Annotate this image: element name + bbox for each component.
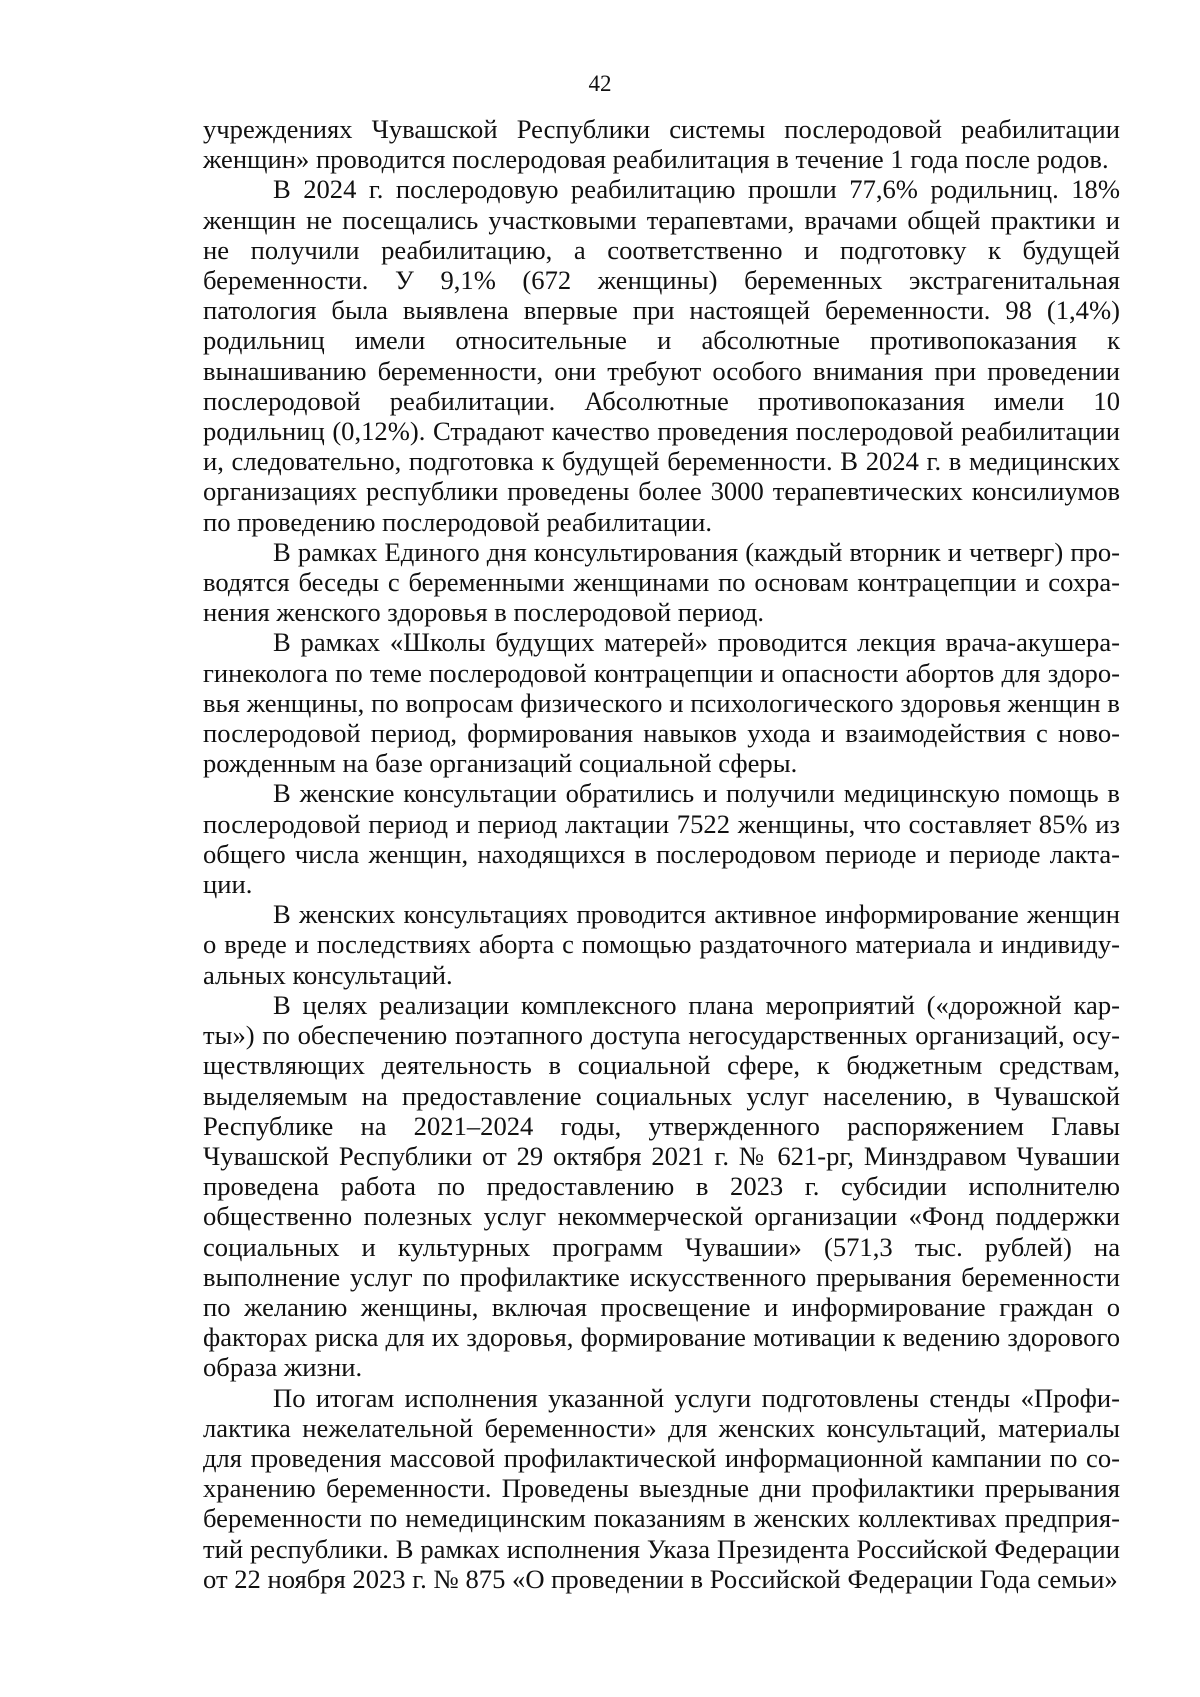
paragraph: По итогам исполнения указанной услуги подготовлены стенды «Профилактика нежелательной беременности» для женских консультаций, материалы для проведения массовой профилактической информационной кампании по сохранению беременности. Проведены выездные дни профилактики прерывания беременности по немедицинским показаниям в женских коллективах предприятий республики. В рамках исполнения Указа Президента Российской Федерации от 22 ноября 2023 г. № 875 «О проведении в Российской Федерации Года семьи» [203, 1382, 1120, 1594]
page-number: 42 [588, 71, 612, 96]
document-body [203, 114, 1120, 1594]
paragraph: В женских консультациях проводится активное информирование женщин о вреде и последствиях аборта с помощью раздаточного материала и индивидуальных консультаций. [203, 899, 1120, 990]
paragraph: В рамках «Школы будущих матерей» проводится лекция врача-акушера-гинеколога по теме послеродовой контрацепции и опасности абортов для здоровья женщины, по вопросам физического и психологического здоровья женщин в послеродовой период, формирования навыков ухода и взаимодействия с новорожденным на базе организаций социальной сферы. [203, 627, 1120, 779]
paragraph-continued: учреждениях Чувашской Республики системы послеродовой реабилитации женщин» проводится послеродовая реабилитация в течение 1 года после родов. [203, 114, 1120, 175]
paragraph: В целях реализации комплексного плана мероприятий («дорожной карты») по обеспечению поэтапного доступа негосударственных организаций, осуществляющих деятельность в социальной сфере, к бюджетным средствам, выделяемым на предоставление социальных услуг населению, в Чувашской Республике на 2021–2024 годы, утвержденного распоряжением Главы Чувашской Республики от 29 октября 2021 г. № 621-рг, Минздравом Чувашии проведена работа по предоставлению в 2023 г. субсидии исполнителю общественно полезных услуг некоммерческой организации «Фонд поддержки социальных и культурных программ Чувашии» (571,3 тыс. рублей) на выполнение услуг по профилактике искусственного прерывания беременности по желанию женщины, включая просвещение и информирование граждан о факторах риска для их здоровья, формирование мотивации к ведению здорового образа жизни. [203, 989, 1120, 1383]
paragraph: В женские консультации обратились и получили медицинскую помощь в послеродовой период и период лактации 7522 женщины, что составляет 85% из общего числа женщин, находящихся в послеродовом периоде и периоде лактации. [203, 778, 1120, 900]
paragraph: В 2024 г. послеродовую реабилитацию прошли 77,6% родильниц. 18% женщин не посещались участковыми терапевтами, врачами общей практики и не получили реабилитацию, а соответственно и подготовку к будущей беременности. У 9,1% (672 женщины) беременных экстрагенитальная патология была выявлена впервые при настоящей беременности. 98 (1,4%) родильниц имели относительные и абсолютные противопоказания к вынашиванию беременности, они требуют особого внимания при проведении послеродовой реабилитации. Абсолютные противопоказания имели 10 родильниц (0,12%). Страдают качество проведения послеродовой реабилитации и, следовательно, подготовка к будущей беременности. В 2024 г. в медицинских организациях республики проведены более 3000 терапевтических консилиумов по проведению послеродовой реабилитации. [203, 174, 1120, 537]
paragraph: В рамках Единого дня консультирования (каждый вторник и четверг) проводятся беседы с беременными женщинами по основам контрацепции и сохранения женского здоровья в послеродовой период. [203, 536, 1120, 628]
